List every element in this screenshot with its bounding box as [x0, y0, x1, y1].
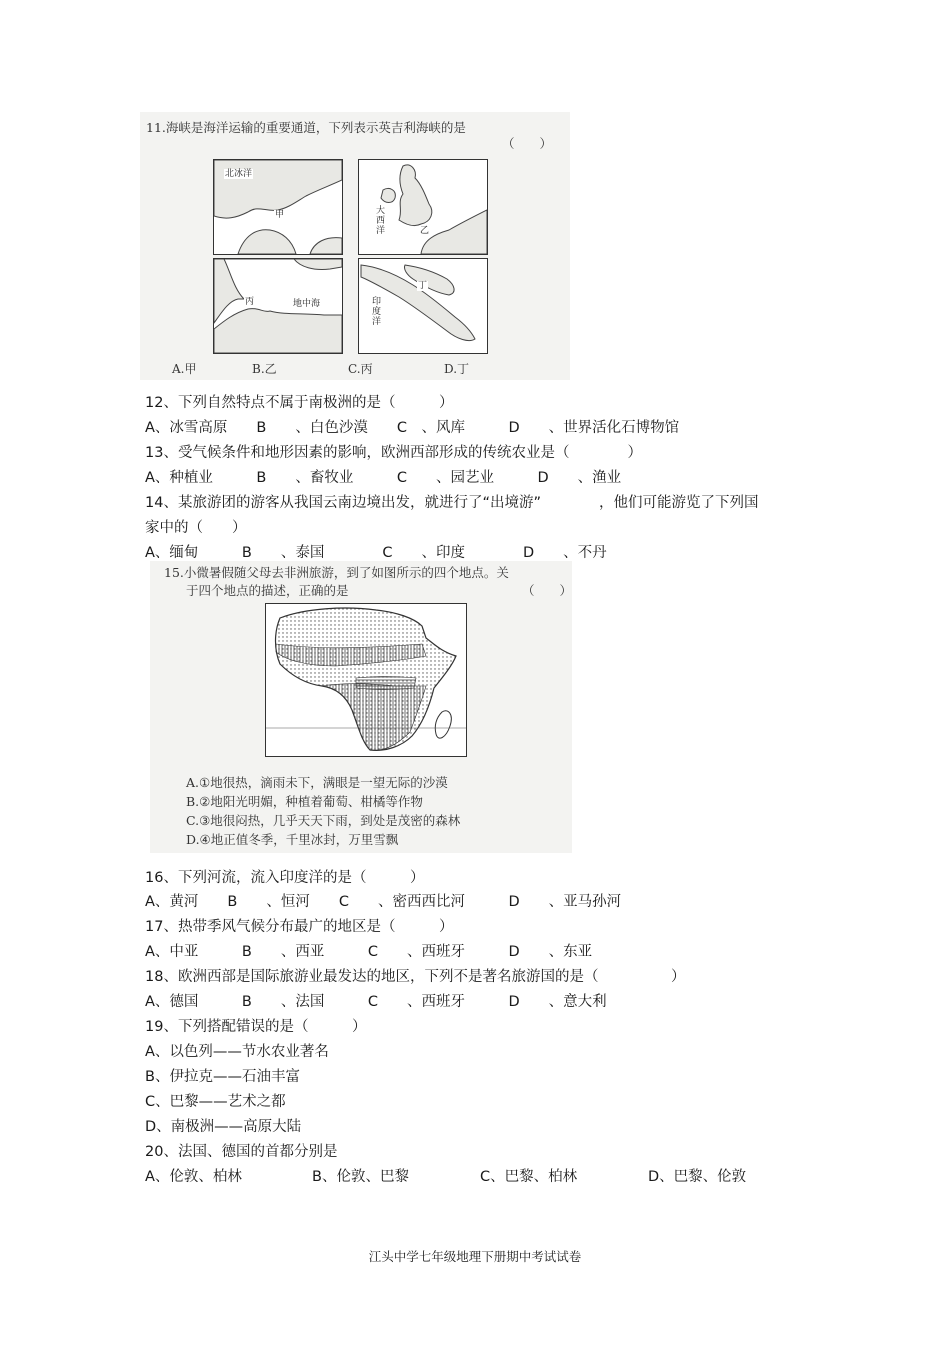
q19-option-c: C、巴黎——艺术之都 — [145, 1094, 286, 1110]
map-yi-sea: 大西洋 — [375, 206, 385, 236]
q14-stem-line1: 14、某旅游团的游客从我国云南边境出发，就进行了“出境游” ，他们可能游览了下列国 — [145, 495, 759, 511]
map-ding — [358, 258, 488, 354]
africa-map — [265, 603, 467, 757]
map-jia — [213, 159, 343, 255]
q17-options: A、中亚 B 、西亚 C 、西班牙 D 、东亚 — [145, 944, 593, 960]
map-bing-mark: 丙 — [245, 297, 255, 307]
q15-option-d: D.④地正值冬季，千里冰封，万里雪飘 — [186, 832, 399, 847]
q19-option-d: D、南极洲——高原大陆 — [145, 1119, 302, 1135]
map-ding-mark: 丁 — [418, 281, 428, 291]
q20-stem: 20、法国、德国的首都分别是 — [145, 1144, 338, 1160]
q17-stem: 17、热带季风气候分布最广的地区是（ ） — [145, 919, 454, 935]
map-yi — [358, 159, 488, 255]
q14-options: A、缅甸 B 、泰国 C 、印度 D 、不丹 — [145, 545, 607, 561]
q18-stem: 18、欧洲西部是国际旅游业最发达的地区，下列不是著名旅游国的是（ ） — [145, 969, 686, 985]
q11-scan-image — [140, 112, 570, 380]
map-jia-mark: 甲 — [275, 210, 285, 220]
q19-option-a: A、以色列——节水农业著名 — [145, 1044, 329, 1060]
q15-option-b: B.②地阳光明媚，种植着葡萄、柑橘等作物 — [186, 794, 423, 809]
q15-option-c: C.③地很闷热，几乎天天下雨，到处是茂密的森林 — [186, 813, 461, 828]
q13-stem: 13、受气候条件和地形因素的影响，欧洲西部形成的传统农业是（ ） — [145, 445, 642, 461]
q19-stem: 19、下列搭配错误的是（ ） — [145, 1019, 367, 1035]
q15-scan-image — [150, 561, 572, 853]
page-footer: 江头中学七年级地理下册期中考试试卷 — [368, 1249, 582, 1264]
q11-option-a: A.甲 — [172, 362, 197, 376]
q12-stem: 12、下列自然特点不属于南极洲的是（ ） — [145, 395, 454, 411]
q20-option-d: D、巴黎、伦敦 — [648, 1169, 747, 1185]
q20-option-c: C、巴黎、柏林 — [480, 1169, 578, 1185]
q11-stem: 11.海峡是海洋运输的重要通道，下列表示英吉利海峡的是 — [146, 120, 466, 135]
q15-stem-line2: 于四个地点的描述，正确的是 — [186, 583, 349, 598]
q19-option-b: B、伊拉克——石油丰富 — [145, 1069, 300, 1085]
q11-option-c: C.丙 — [348, 362, 373, 376]
map-jia-sea: 北冰洋 — [225, 169, 253, 179]
q13-options: A、种植业 B 、畜牧业 C 、园艺业 D 、渔业 — [145, 470, 622, 486]
map-bing-shape — [214, 259, 342, 353]
q11-option-b: B.乙 — [252, 362, 277, 376]
q14-stem-line2: 家中的（ ） — [145, 520, 247, 536]
map-yi-mark: 乙 — [420, 226, 430, 236]
q12-options: A、冰雪高原 B 、白色沙漠 C 、风库 D 、世界活化石博物馆 — [145, 420, 680, 436]
q16-stem: 16、下列河流，流入印度洋的是（ ） — [145, 870, 425, 886]
map-ding-sea: 印度洋 — [371, 297, 381, 327]
q20-option-a: A、伦敦、柏林 — [145, 1169, 242, 1185]
africa-shape — [266, 604, 466, 756]
q15-stem-line1: 15.小微暑假随父母去非洲旅游，到了如图所示的四个地点。关 — [164, 565, 509, 580]
map-bing — [213, 258, 343, 354]
q15-paren: （ ） — [522, 583, 573, 598]
map-bing-sea: 地中海 — [293, 299, 321, 309]
q11-option-d: D.丁 — [444, 362, 470, 376]
q20-option-b: B、伦敦、巴黎 — [312, 1169, 409, 1185]
q15-option-a: A.①地很热，滴雨未下，满眼是一望无际的沙漠 — [186, 775, 448, 790]
q11-paren: （ ） — [502, 136, 553, 151]
q18-options: A、德国 B 、法国 C 、西班牙 D 、意大利 — [145, 994, 607, 1010]
q16-options: A、黄河 B 、恒河 C 、密西西比河 D 、亚马孙河 — [145, 894, 622, 910]
